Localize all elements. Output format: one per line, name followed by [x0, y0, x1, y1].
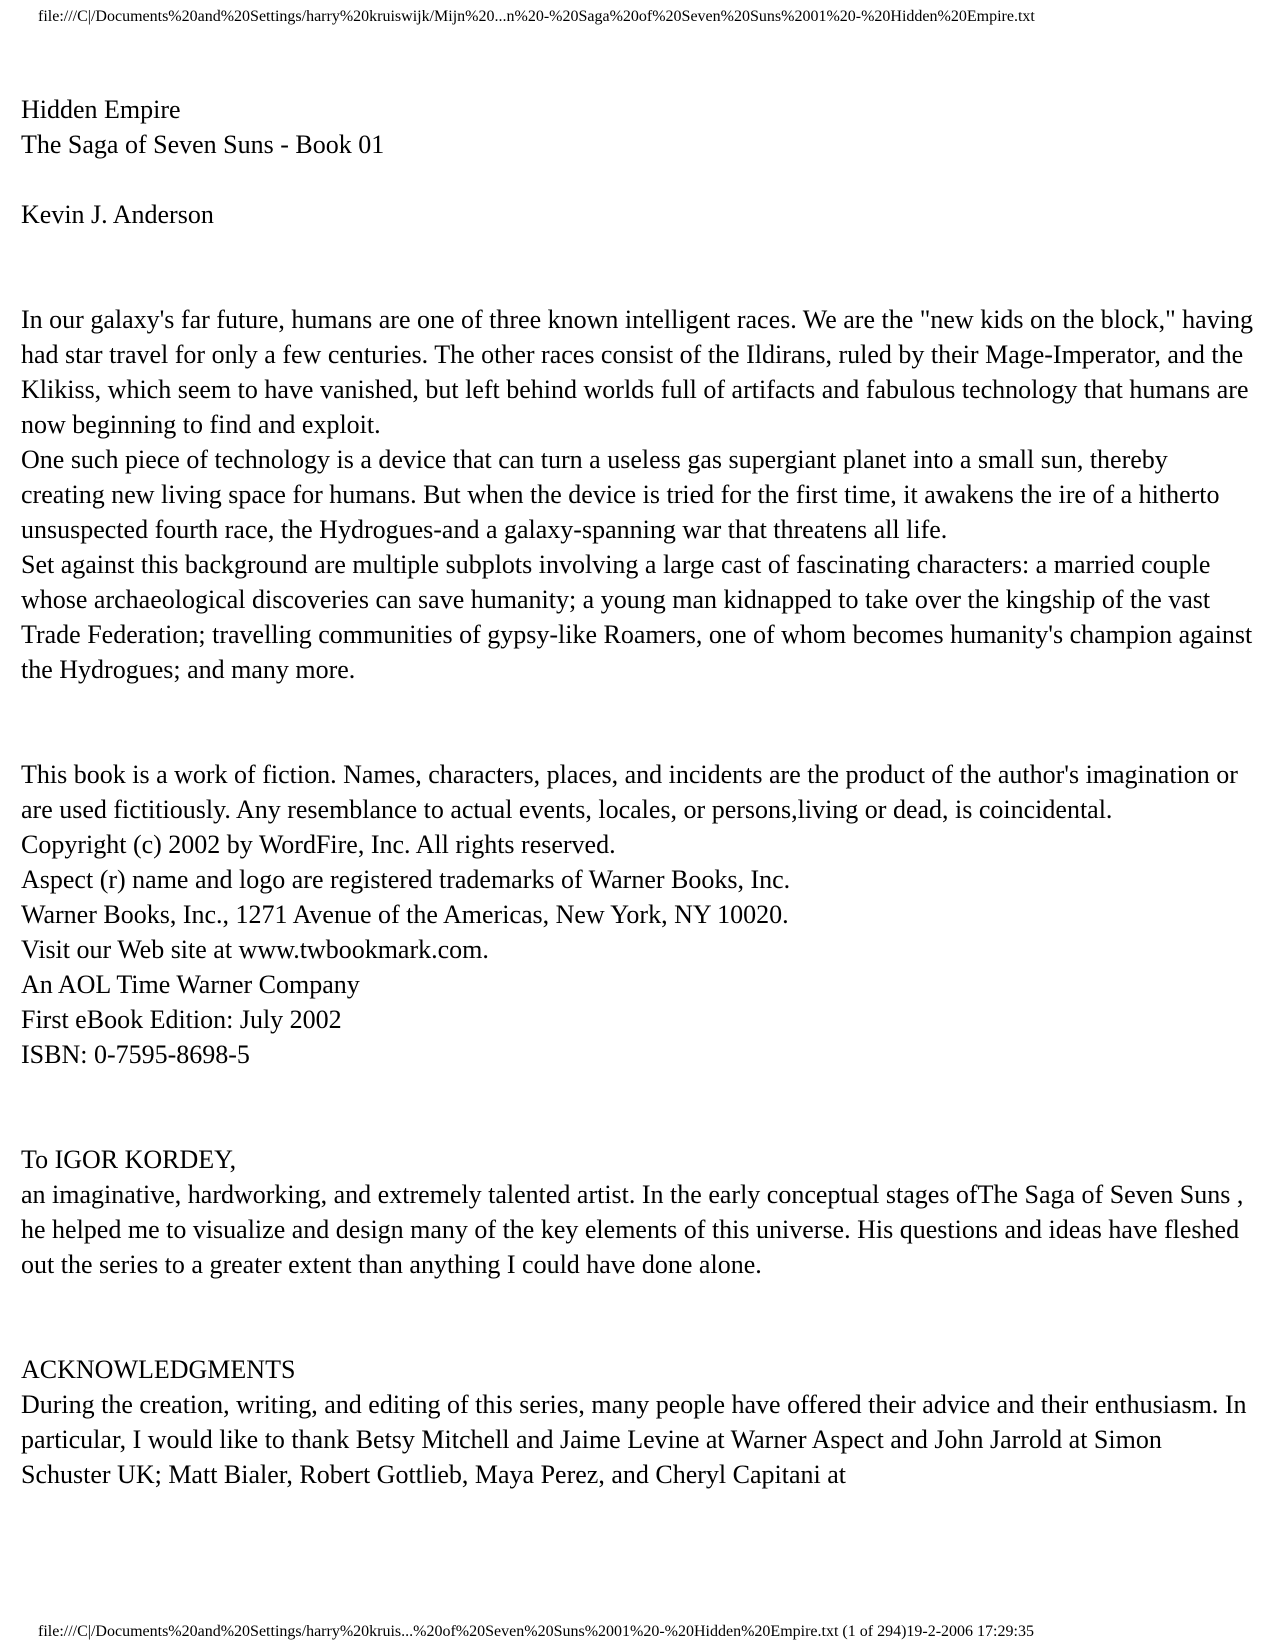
dedication-heading: To IGOR KORDEY,: [21, 1145, 237, 1174]
book-title: Hidden Empire: [21, 95, 181, 124]
isbn-line: ISBN: 0-7595-8698-5: [21, 1040, 250, 1069]
print-header-url: file:///C|/Documents%20and%20Settings/harry%20kruiswijk/Mijn%20...n%20-%20Saga%20of%20Seven%20Suns%2001%20-%20Hidden%20Empire.txt: [38, 8, 1035, 25]
dedication-text: an imaginative, hardworking, and extremely talented artist. In the early conceptual stages ofThe Saga of Seven Suns , he helped me to visualize and design many of the key elements of this universe. His questions and ideas have fleshed out the series to a greater extent than anything I could have done alone.: [21, 1180, 1244, 1279]
publisher-parent: An AOL Time Warner Company: [21, 970, 360, 999]
edition-line: First eBook Edition: July 2002: [21, 1005, 342, 1034]
book-subtitle: The Saga of Seven Suns - Book 01: [21, 130, 385, 159]
synopsis-paragraph: In our galaxy's far future, humans are one of three known intelligent races. We are the "new kids on the block," having had star travel for only a few centuries. The other races consist of the Ildirans, ruled by their Mage-Imperator, and the Klikiss, which seem to have vanished, but left behind worlds full of artifacts and fabulous technology that humans are now beginning to find and exploit.: [21, 305, 1253, 439]
dedication-section: [21, 1142, 1256, 1282]
document-body: [21, 92, 1256, 1492]
publisher-address: Warner Books, Inc., 1271 Avenue of the Americas, New York, NY 10020.: [21, 900, 789, 929]
fiction-disclaimer: This book is a work of fiction. Names, characters, places, and incidents are the product of the author's imagination or are used fictitiously. Any resemblance to actual events, locales, or persons,living or dead, is coincidental.: [21, 760, 1238, 824]
print-footer-url: file:///C|/Documents%20and%20Settings/harry%20kruis...%20of%20Seven%20Suns%2001%20-%20Hidden%20Empire.txt (1 of 294)19-2-2006 17:29:35: [38, 1623, 1034, 1640]
acknowledgments-text: During the creation, writing, and editing of this series, many people have offered their advice and their enthusiasm. In particular, I would like to thank Betsy Mitchell and Jaime Levine at Warner Aspect and John Jarrold at Simon Schuster UK; Matt Bialer, Robert Gottlieb, Maya Perez, and Cheryl Capitani at: [21, 1390, 1247, 1489]
synopsis-paragraph: One such piece of technology is a device that can turn a useless gas supergiant planet into a small sun, thereby creating new living space for humans. But when the device is tried for the first time, it awakens the ire of a hitherto unsuspected fourth race, the Hydrogues-and a galaxy-spanning war that threatens all life.: [21, 445, 1220, 544]
book-author: Kevin J. Anderson: [21, 200, 214, 229]
acknowledgments-heading: ACKNOWLEDGMENTS: [21, 1355, 296, 1384]
synopsis-section: [21, 302, 1256, 687]
copyright-line: Copyright (c) 2002 by WordFire, Inc. All rights reserved.: [21, 830, 616, 859]
copyright-section: [21, 757, 1256, 1072]
acknowledgments-section: [21, 1352, 1256, 1492]
synopsis-paragraph: Set against this background are multiple subplots involving a large cast of fascinating characters: a married couple whose archaeological discoveries can save humanity; a young man kidnapped to take over the kingship of the vast Trade Federation; travelling communities of gypsy-like Roamers, one of whom becomes humanity's champion against the Hydrogues; and many more.: [21, 550, 1253, 684]
trademark-line: Aspect (r) name and logo are registered trademarks of Warner Books, Inc.: [21, 865, 791, 894]
publisher-website: Visit our Web site at www.twbookmark.com.: [21, 935, 489, 964]
